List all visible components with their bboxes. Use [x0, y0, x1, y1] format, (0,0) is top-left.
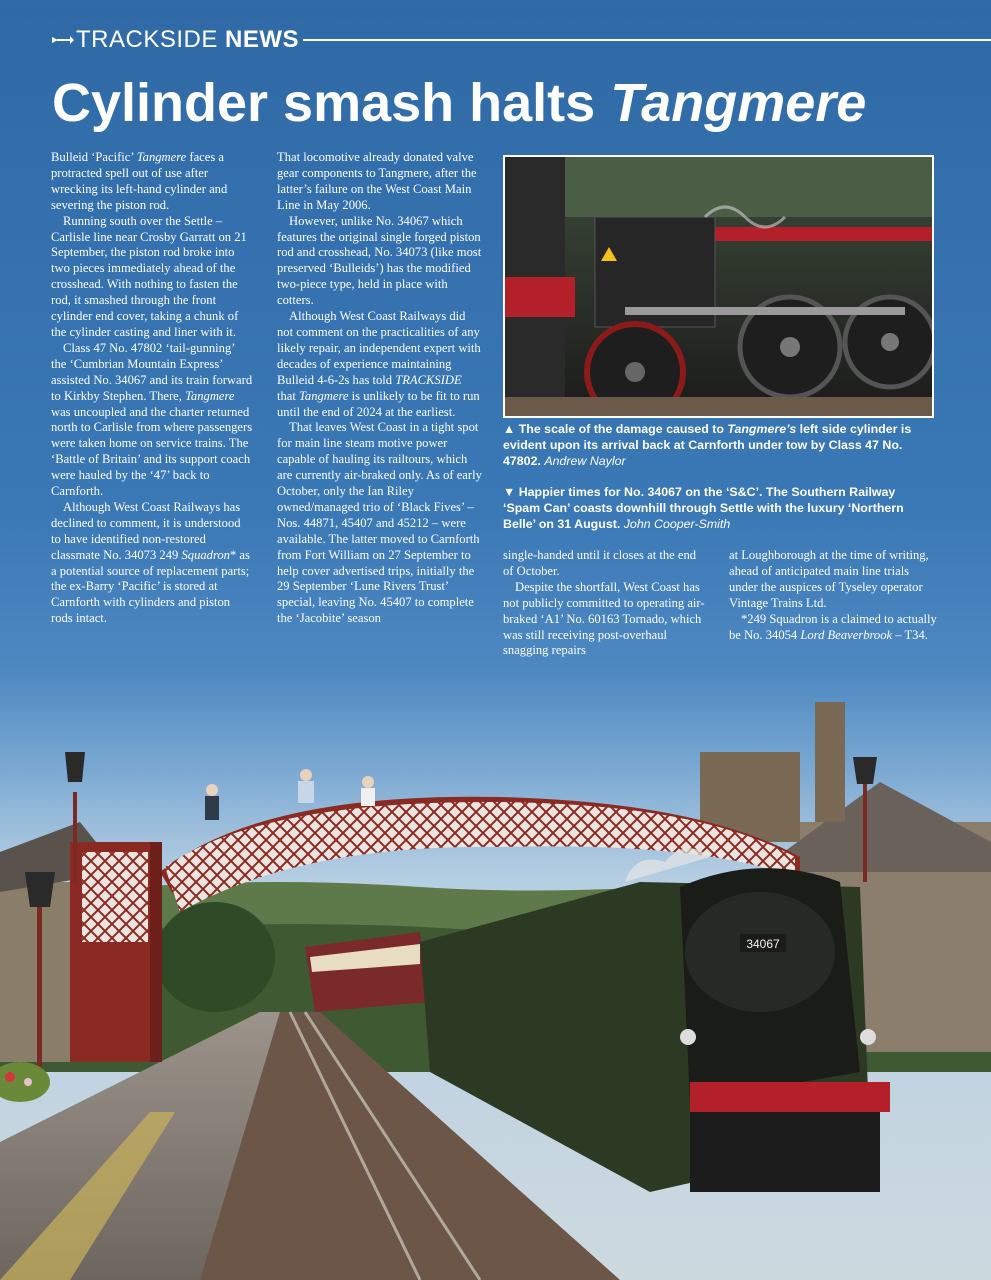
- section-title: TRACKSIDE NEWS: [76, 26, 300, 53]
- paragraph: That leaves West Coast in a tight spot for main line steam motive power capable of hauling its railtours, which are currently air-braked only. As of early October, only the Ian Riley owned/managed trio of ‘Black Fives’ – Nos. 44871, 45407 and 45212 – were available. The latter moved to Carnforth from Fort William on 27 September to help cover advertised trips, initially the 29 September ‘Lune Rivers Trust’ special, leaving No. 45407 to complete the ‘Jacobite’ season: [277, 420, 482, 626]
- paragraph: Running south over the Settle – Carlisle line near Crosby Garratt on 21 September, the piston rod broke into two pieces immediately ahead of the crosshead. With nothing to fasten the rod, it smashed through the front cylinder end cover, taking a chunk of the cylinder casting and liner with it.: [51, 213, 247, 339]
- paragraph: Although West Coast Railways has declined to comment, it is understood to have identified non-restored classmate No. 34073 249 Squadron* as a potential source of replacement parts; the ex-Barry ‘Pacific’ is stored at Carnforth with cylinders and piston rods intact.: [51, 499, 250, 626]
- section-header: [52, 26, 991, 54]
- paragraph: *249 Squadron is a claimed to actually be No. 34054 Lord Beaverbrook – T34.: [729, 611, 937, 642]
- paragraph: Despite the shortfall, West Coast has not publicly committed to operating air-braked ‘A1’ No. 60163 Tornado, which was still receiving post-overhaul snagging repairs: [503, 579, 705, 658]
- paragraph: That locomotive already donated valve gear components to Tangmere, after the latter’s failure on the West Coast Main Line in May 2006.: [277, 150, 477, 212]
- page-title: Cylinder smash halts Tangmere: [52, 73, 867, 133]
- photo-caption-top: ▲ The scale of the damage caused to Tangmere’s left side cylinder is evident upon its arrival back at Carnforth under tow by Class 47 No. 47802. Andrew Naylor: [503, 422, 912, 468]
- article-column-3: [503, 548, 707, 659]
- loco-number-plate: 34067: [746, 937, 780, 951]
- article-column-4: [729, 548, 939, 643]
- paragraph: Bulleid ‘Pacific’ Tangmere faces a protracted spell out of use after wrecking its left-hand cylinder and severing the piston rod.: [51, 150, 228, 212]
- arrow-icon: [52, 33, 74, 47]
- paragraph: at Loughborough at the time of writing, ahead of anticipated main line trials under the auspices of Tyseley operator Vintage Trains Ltd.: [729, 548, 929, 610]
- paragraph: Although West Coast Railways did not comment on the practicalities of any likely repair, an independent expert with decades of experience maintaining Bulleid 4-6-2s has told TRACKSIDE that Tangmere is unlikely to be fit to run until the end of 2024 at the earliest.: [277, 309, 481, 419]
- paragraph: However, unlike No. 34067 which features the original single forged piston rod and crosshead, No. 34073 (like most preserved ‘Bulleids’) has the modified two-piece type, held in place with cotters.: [277, 213, 482, 308]
- settle-station-photo: [0, 672, 991, 1280]
- header-rule: [303, 39, 991, 41]
- damage-photo: [503, 155, 934, 418]
- paragraph: Class 47 No. 47802 ‘tail-gunning’ the ‘Cumbrian Mountain Express’ assisted No. 34067 and its train forward to Kirkby Stephen. There, Tangmere was uncoupled and the charter returned north to Carlisle from where passengers were taken home on service trains. The ‘Battle of Britain’ and its support coach were hauled by the ‘47’ back to Carnforth.: [51, 340, 253, 499]
- paragraph: single-handed until it closes at the end of October.: [503, 548, 697, 578]
- photo-caption-bottom: ▼ Happier times for No. 34067 on the ‘S&C’. The Southern Railway ‘Spam Can’ coasts downhill through Settle with the luxury ‘Northern Belle’ on 31 August. John Cooper-Smith: [503, 485, 904, 531]
- article-column-1: [51, 150, 253, 627]
- article-column-2: [277, 150, 482, 627]
